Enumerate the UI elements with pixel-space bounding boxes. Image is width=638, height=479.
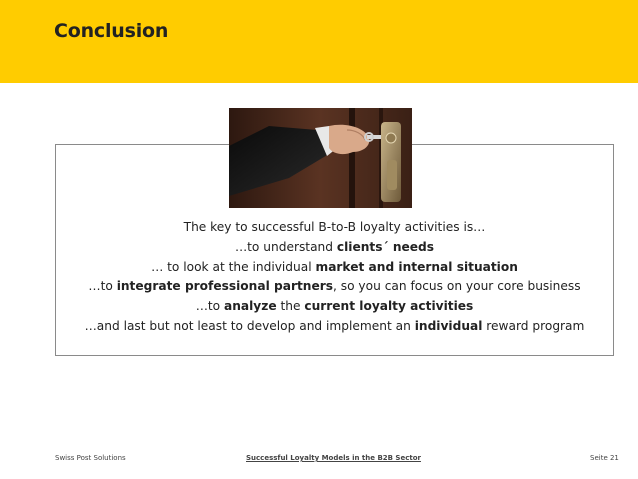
point-clients-needs: …to understand clients´ needs [234,239,435,254]
conclusion-text [55,218,614,337]
page-title: Conclusion [54,20,169,42]
point-market-situation: … to look at the individual market and internal situation [151,259,518,274]
point-partners: …to integrate professional partners, so you can focus on your core business [88,279,581,294]
footer-company: Swiss Post Solutions [55,454,126,462]
intro-line: The key to successful B-to-B loyalty activities is… [183,220,486,234]
footer-presentation-title: Successful Loyalty Models in the B2B Sector [246,454,421,462]
footer-page-number: Seite 21 [590,454,619,462]
key-in-door-photo [229,108,412,208]
point-reward-program: …and last but not least to develop and implement an individual reward program [84,318,585,333]
header-bar [0,0,638,83]
photo-illustration [229,108,412,208]
point-analyze: …to analyze the current loyalty activities [195,299,474,314]
